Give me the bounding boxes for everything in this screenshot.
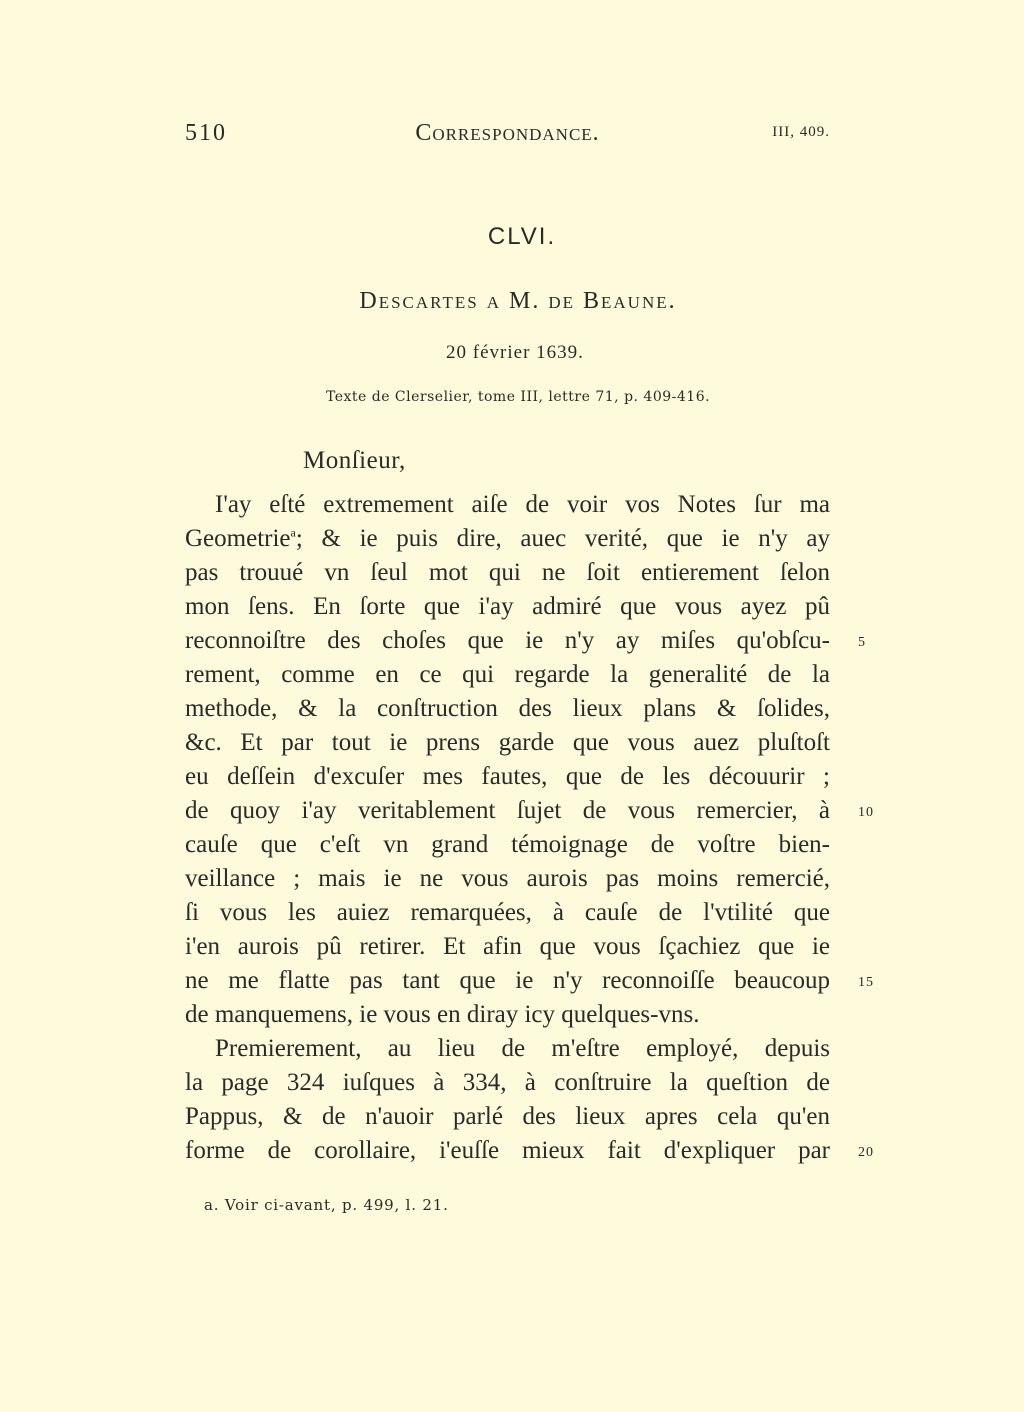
text-line: [185, 522, 830, 556]
text-line: [185, 930, 830, 964]
text-line-content: la page 324 iuſques à 334, à conſtruire la queſtion de: [185, 1069, 830, 1096]
text-line: [185, 692, 830, 726]
page-reference: III, 409.: [772, 124, 830, 140]
text-line-content: veillance ; mais ie ne vous aurois pas moins remercié,: [185, 865, 830, 892]
text-line: [185, 1134, 830, 1168]
text-line: [185, 896, 830, 930]
text-line: [185, 624, 830, 658]
text-line: [185, 658, 830, 692]
text-line: [185, 862, 830, 896]
letter-body: [185, 488, 830, 1168]
text-line-content: Geometrie: [185, 525, 291, 552]
text-line-content: i'en aurois pû retirer. Et afin que vous ſçachiez que ie: [185, 933, 830, 960]
text-line: [185, 1066, 830, 1100]
line-number: 10: [858, 805, 874, 820]
text-line: [185, 998, 830, 1032]
text-line: [185, 726, 830, 760]
letter-title: Descartes a M. de Beaune.: [359, 288, 677, 314]
text-line-content: forme de corollaire, i'euſſe mieux fait d'expliquer par: [185, 1137, 830, 1164]
footnote-marker: a: [290, 525, 296, 540]
text-line-content: mon ſens. En ſorte que i'ay admiré que vous ayez pû: [185, 593, 830, 620]
text-line: [185, 794, 830, 828]
letter-date: 20 février 1639.: [446, 342, 584, 363]
text-line-content: de quoy i'ay veritablement ſujet de vous remercier, à: [185, 797, 830, 824]
page-number: 510: [185, 120, 227, 146]
text-line: [185, 1032, 830, 1066]
text-line-content: &c. Et par tout ie prens garde que vous auez pluſtoſt: [185, 729, 830, 756]
text-line-content: I'ay eſté extremement aiſe de voir vos Notes ſur ma: [215, 491, 830, 518]
text-line-content: de manquemens, ie vous en diray icy quelques-vns.: [185, 1001, 700, 1028]
text-line-content: reconnoiſtre des choſes que ie n'y ay miſes qu'obſcu-: [185, 627, 830, 654]
text-line: [185, 590, 830, 624]
line-number: 5: [858, 635, 866, 650]
letter-source: Texte de Clerselier, tome III, lettre 71, p. 409-416.: [325, 389, 711, 405]
text-line-content: eu deſſein d'excuſer mes fautes, que de les découurir ;: [185, 763, 830, 790]
line-number: 15: [858, 975, 874, 990]
text-line-content: ne me flatte pas tant que ie n'y reconnoiſſe beaucoup: [185, 967, 830, 994]
running-title: Correspondance.: [415, 120, 600, 146]
letter-number: CLVI.: [487, 223, 557, 250]
text-line-content: Premierement, au lieu de m'eſtre employé, depuis: [215, 1035, 830, 1062]
text-line: [185, 488, 830, 522]
text-line-content: Pappus, & de n'auoir parlé des lieux apres cela qu'en: [185, 1103, 830, 1130]
running-head: [185, 120, 830, 150]
text-line-continuation: ; & ie puis dire, auec verité, que ie n'y ay: [295, 525, 830, 552]
text-line-content: methode, & la conſtruction des lieux plans & ſolides,: [185, 695, 830, 722]
text-line: [185, 1100, 830, 1134]
text-line: [185, 556, 830, 590]
footnote: a. Voir ci-avant, p. 499, l. 21.: [204, 1196, 449, 1214]
salutation: Monſieur,: [303, 447, 406, 474]
text-line-content: rement, comme en ce qui regarde la generalité de la: [185, 661, 830, 688]
text-line: [185, 760, 830, 794]
text-line: [185, 964, 830, 998]
line-number: 20: [858, 1145, 874, 1160]
text-line-content: cauſe que c'eſt vn grand témoignage de voſtre bien-: [185, 831, 830, 858]
text-line-content: pas trouué vn ſeul mot qui ne ſoit entierement ſelon: [185, 559, 830, 586]
text-line-content: ſi vous les auiez remarquées, à cauſe de l'vtilité que: [185, 899, 830, 926]
text-line: [185, 828, 830, 862]
